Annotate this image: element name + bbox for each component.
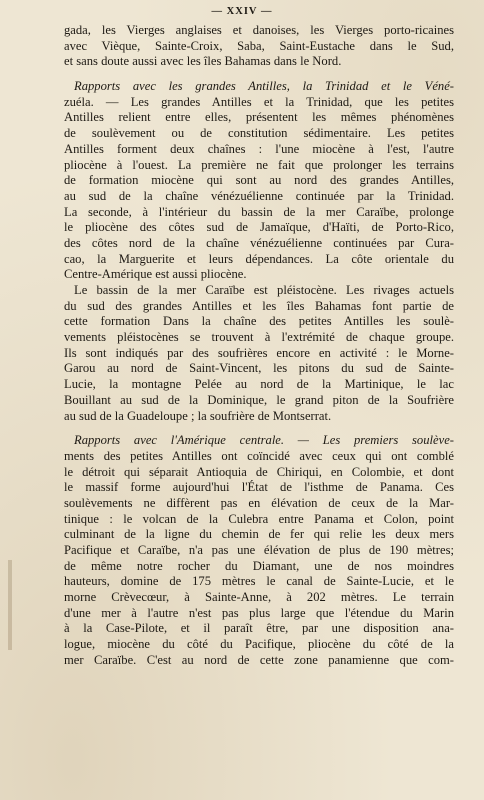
section-heading-line: Rapports avec l'Amérique centrale. — Les premiers soulève- [74, 433, 454, 448]
text-line: d'une mer à l'autre n'est pas plus large que l'étendue du Marin [64, 605, 454, 620]
text-line: au sud de la Guadeloupe ; la soufrière de Montserrat. [64, 408, 332, 423]
text-line: des côtes nord de la chaîne vénézuélienne continuées par Cura- [64, 235, 454, 250]
paragraph [64, 283, 454, 424]
paragraph [64, 23, 454, 70]
text-line: avec Vièque, Sainte-Croix, Saba, Saint-Eustache dans le Sud, [64, 38, 454, 53]
text-line: Bouillant au sud de la Dominique, le grand piton de la Soufrière [64, 392, 454, 407]
text-line: Pacifique et Caraïbe, n'a pas une élévation de plus de 190 mètres; [64, 543, 454, 557]
text-line: Antilles forment deux chaînes : l'une miocène à l'est, l'autre [64, 141, 454, 156]
text-line: zuéla. — Les grandes Antilles et la Trinidad, que les petites [64, 94, 454, 109]
text-line: cette formation Dans la chaîne des petites Antilles les soulè- [64, 314, 454, 329]
section-heading-line: Rapports avec les grandes Antilles, la Trinidad et le Véné- [74, 79, 454, 94]
text-line: de soulèvement ou de constitution sédimentaire. Les petites [64, 126, 454, 141]
text-line: culminant de la ligne du chemin de fer qui relie les deux mers [64, 527, 454, 542]
text-line: ments des petites Antilles ont coïncidé avec ceux qui ont comblé [64, 448, 454, 463]
text-line: pliocène à l'ouest. La première ne fait que prolonger les terrains [64, 157, 454, 172]
gutter-shadow [8, 560, 12, 650]
text-line: le pliocène des côtes sud de Jamaïque, d'Haïti, de Porto-Rico, [64, 220, 454, 235]
text-line: au sud de la chaîne vénézuélienne continuée par la Trinidad. [64, 188, 454, 203]
text-line: La seconde, à l'intérieur du bassin de la mer Caraïbe, prolonge [64, 204, 454, 219]
paragraph [64, 79, 454, 283]
text-line: soulèvements ne diffèrent pas en élévation de ceux de la Mar- [64, 495, 454, 510]
text-line: et sans doute aussi avec les îles Bahamas dans le Nord. [64, 54, 342, 69]
page-body [64, 23, 454, 669]
page-number-header: — XXIV — [211, 6, 273, 17]
text-line: Centre-Amérique est aussi pliocène. [64, 267, 247, 282]
text-line: le détroit qui séparait Antioquia de Chiriqui, en Colombie, et dont [64, 464, 454, 479]
text-line: de formation miocène qui sont au nord des grandes Antilles, [64, 173, 454, 188]
text-line: Le bassin de la mer Caraïbe est pléistocène. Les rivages actuels [74, 283, 454, 297]
text-line: logue, miocène du côté du Pacifique, pliocène du côté de la [64, 637, 454, 652]
text-line: Antilles relient entre elles, présentent les mêmes phénomènes [64, 110, 454, 125]
text-line: gada, les Vierges anglaises et danoises, les Vierges porto-ricaines [64, 23, 454, 37]
text-line: le massif forme aujourd'hui l'État de l'isthme de Panama. Ces [64, 480, 454, 495]
text-line: de même notre rocher du Diamant, une de nos moindres [64, 558, 454, 573]
text-line: Garou au nord de Saint-Vincent, les pitons du sud de Sainte- [64, 361, 454, 376]
text-line: Lucie, la montagne Pelée au nord de la Martinique, le lac [64, 377, 454, 392]
text-line: cao, la Marguerite et leurs dépendances. La côte orientale du [64, 251, 454, 266]
paragraph [64, 433, 454, 668]
text-line: vements pléistocènes se trouvent à l'extrémité de chaque groupe. [64, 330, 454, 345]
text-line: morne Crèvecœur, à Sainte-Anne, à 202 mètres. Le terrain [64, 590, 454, 605]
text-line: hauteurs, domine de 175 mètres le canal de Sainte-Lucie, et le [64, 574, 454, 589]
text-line: tinique : le volcan de la Culebra entre Panama et Colon, point [64, 511, 454, 526]
text-line: Ils sont indiqués par des soufrières encore en activité : le Morne- [64, 345, 454, 360]
text-line: mer Caraïbe. C'est au nord de cette zone panamienne que com- [64, 652, 454, 667]
text-line: du sud des grandes Antilles et les îles Bahamas font partie de [64, 298, 454, 313]
text-line: à la Case-Pilote, et il paraît être, par une disposition ana- [64, 621, 454, 636]
